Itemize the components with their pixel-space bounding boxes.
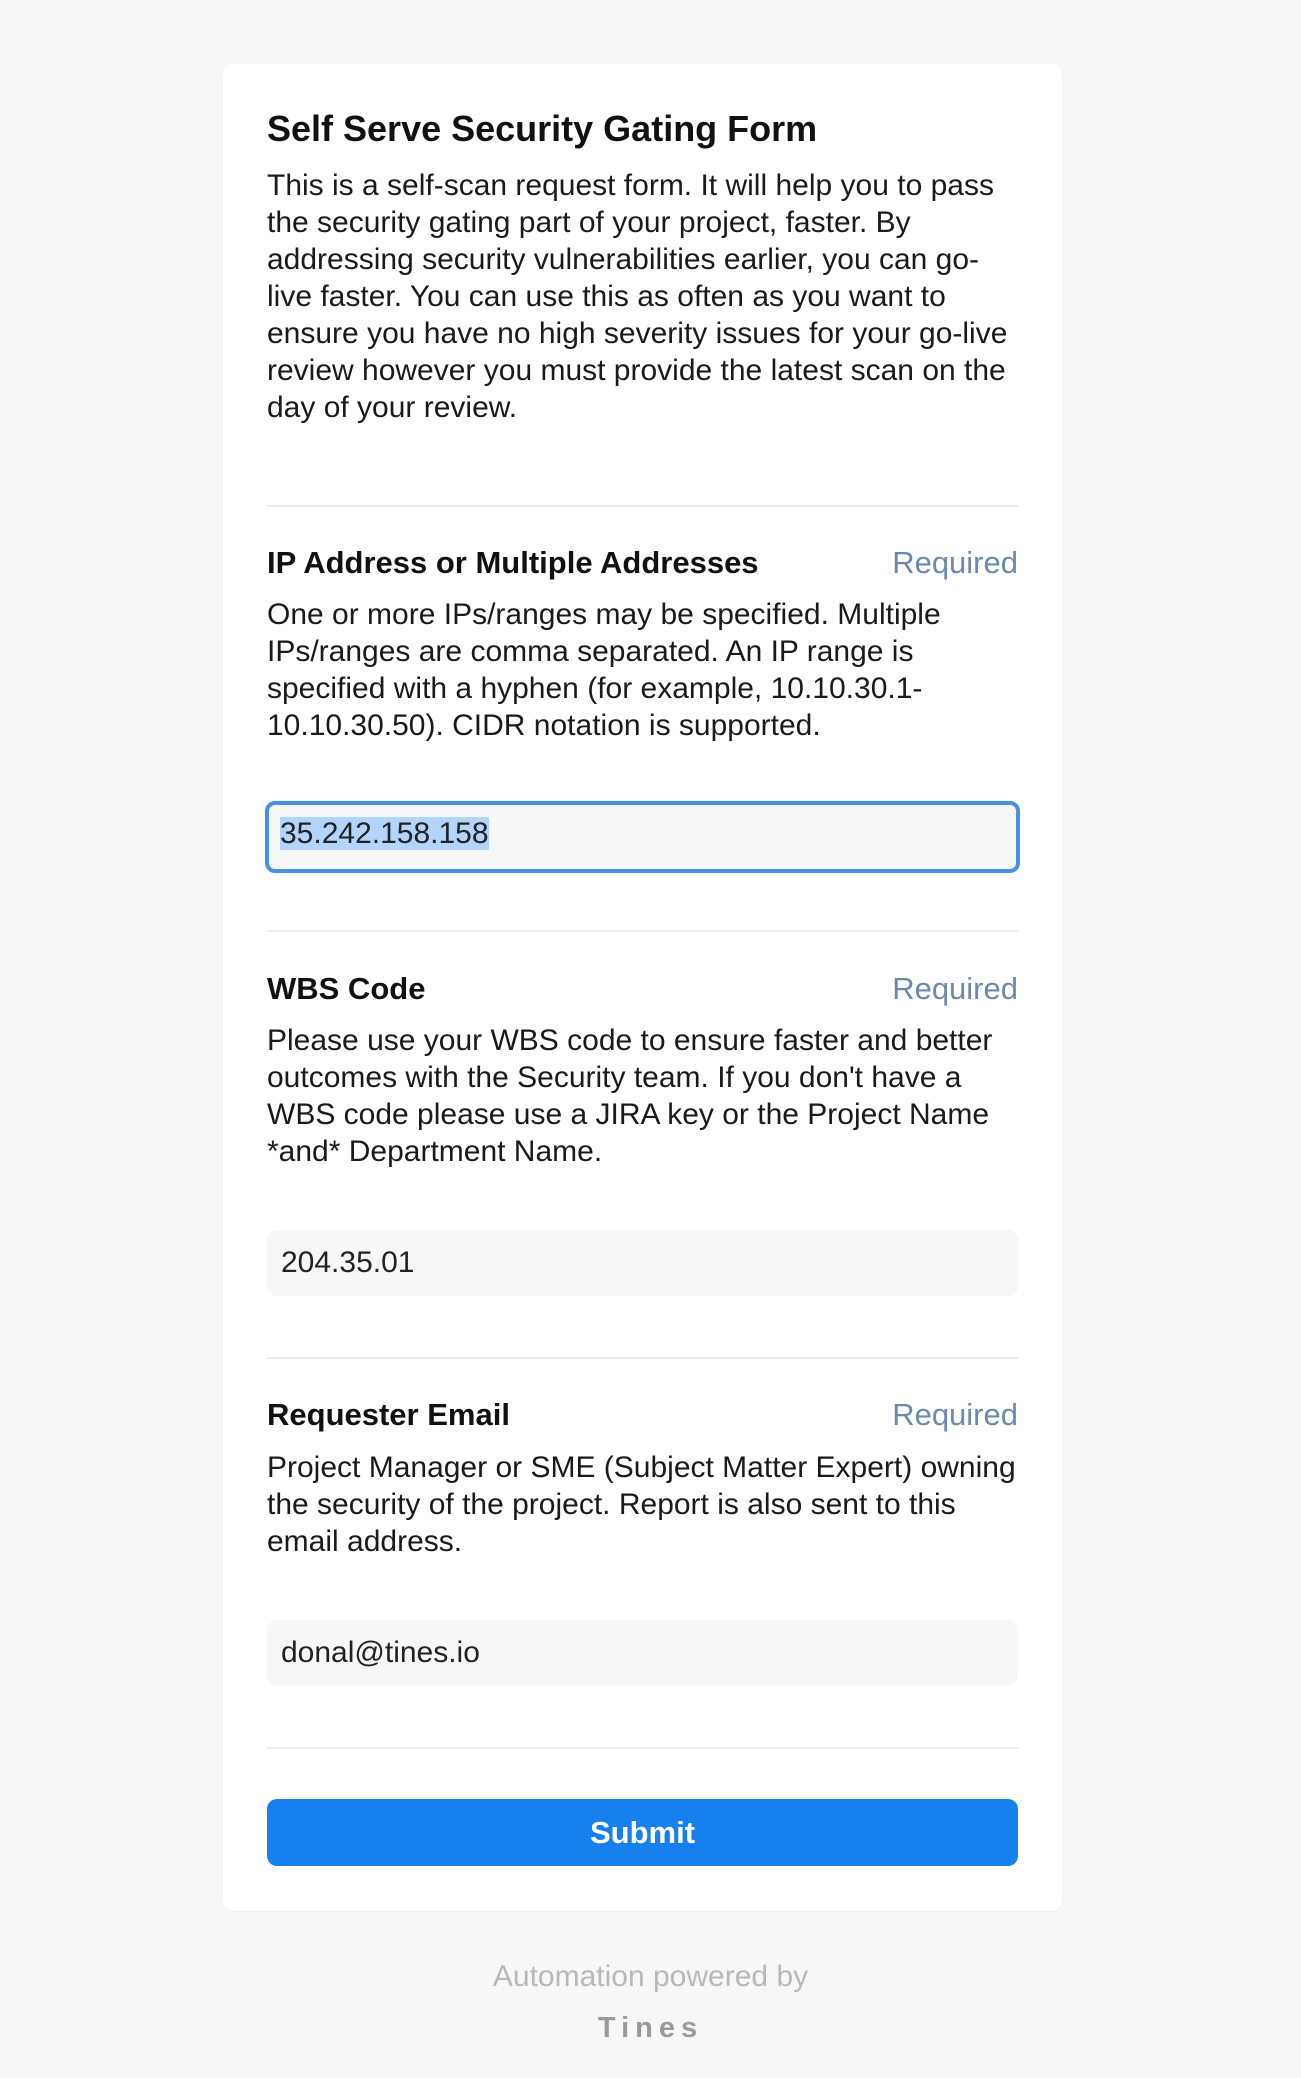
submit-button[interactable]: Submit xyxy=(267,1799,1018,1866)
powered-by-text: Automation powered by xyxy=(492,1960,809,1993)
wbs-code-label: WBS Code xyxy=(267,971,426,1006)
ip-address-description: One or more IPs/ranges may be specified. Multiple IPs/ranges are comma separated. An IP range is specified with a hyphen (for example, 10.10.30.1-10.10.30.50). CIDR notation is supported. xyxy=(267,598,941,742)
requester-email-header xyxy=(267,1393,1018,1437)
wbs-code-value: 204.35.01 xyxy=(281,1246,415,1279)
requester-email-description: Project Manager or SME (Subject Matter Expert) owning the security of the project. Report is also sent to this email address. xyxy=(267,1451,1016,1558)
form-title: Self Serve Security Gating Form xyxy=(267,108,818,149)
wbs-code-required-label: Required xyxy=(892,971,1018,1006)
ip-address-label: IP Address or Multiple Addresses xyxy=(267,545,759,580)
ip-address-required-label: Required xyxy=(892,545,1018,580)
form-card xyxy=(223,64,1062,1911)
form-intro: This is a self-scan request form. It will help you to pass the security gating part of your project, faster. By addressing security vulnerabilities earlier, you can go-live faster. You can use this as often as you want to ensure you have no high severity issues for your go-live review however you must provide the latest scan on the day of your review. xyxy=(267,169,1008,424)
ip-address-input[interactable] xyxy=(265,801,1020,873)
requester-email-value: donal@tines.io xyxy=(281,1636,480,1669)
section-divider xyxy=(267,1357,1018,1359)
ip-address-header xyxy=(267,541,1018,585)
wbs-code-description: Please use your WBS code to ensure faster and better outcomes with the Security team. If you don't have a WBS code please use a JIRA key or the Project Name *and* Department Name. xyxy=(267,1024,993,1168)
wbs-code-header xyxy=(267,967,1018,1011)
section-divider xyxy=(267,930,1018,932)
requester-email-input[interactable] xyxy=(267,1620,1018,1686)
requester-email-label: Requester Email xyxy=(267,1397,510,1432)
section-divider xyxy=(267,1747,1018,1749)
ip-address-value: 35.242.158.158 xyxy=(280,817,489,850)
section-divider xyxy=(267,505,1018,507)
requester-email-required-label: Required xyxy=(892,1397,1018,1432)
tines-logo[interactable]: Tines xyxy=(597,2012,704,2044)
wbs-code-input[interactable] xyxy=(267,1230,1018,1296)
